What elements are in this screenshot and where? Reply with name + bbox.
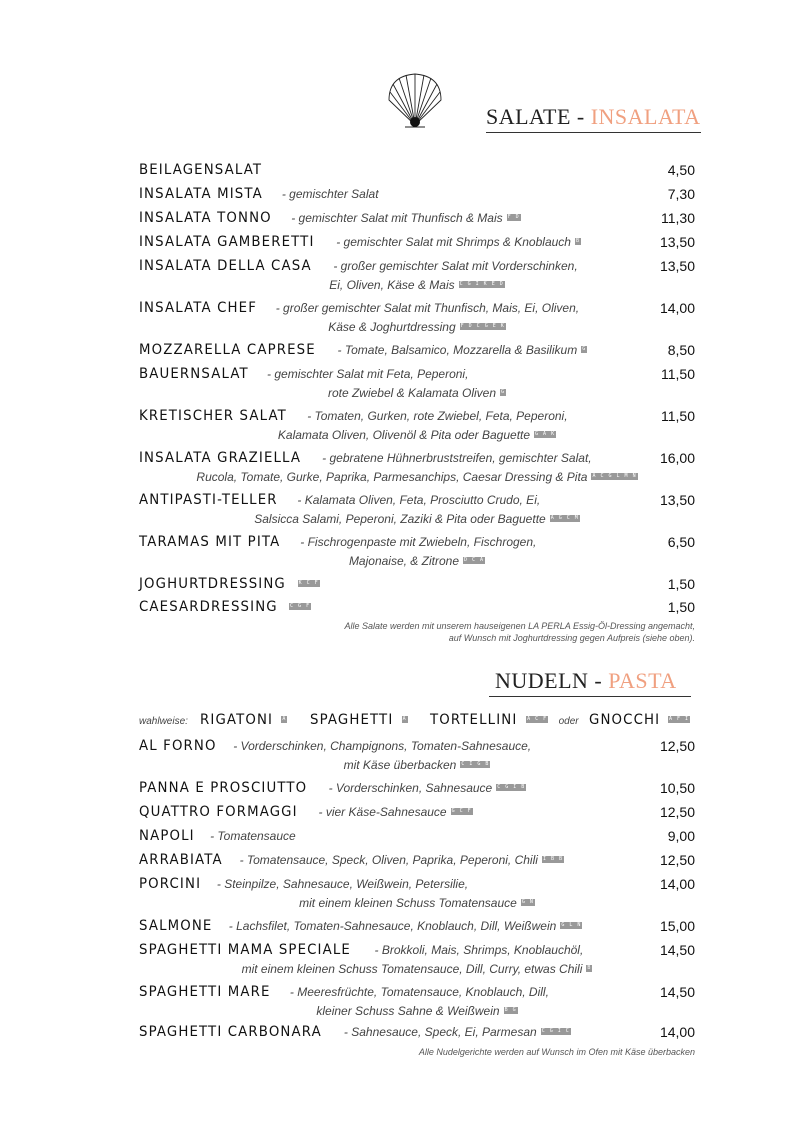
dish-description: - Tomate, Balsamico, Mozzarella & Basilikum xyxy=(337,343,578,357)
dish-price: 11,30 xyxy=(661,210,695,226)
section-title-main: SALATE - xyxy=(486,104,591,129)
dish-name: AL FORNO xyxy=(139,738,217,754)
dish-name: INSALATA CHEF xyxy=(139,300,258,316)
menu-item xyxy=(139,874,695,912)
dish-description: - gemischter Salat mit Feta, Peperoni, xyxy=(267,367,469,381)
pasta-choice: GNOCCHI xyxy=(589,712,661,728)
dish-price: 7,30 xyxy=(667,186,695,202)
dish-name: INSALATA MISTA xyxy=(139,186,263,202)
dish-description-cont: mit einem kleinen Schuss Tomatensauce, Dill, Curry, etwas Chili xyxy=(241,962,583,976)
section-title-accent: PASTA xyxy=(608,668,677,693)
section-title-accent: INSALATA xyxy=(590,104,701,129)
allergen-code: D C A xyxy=(464,557,485,564)
menu-item xyxy=(139,778,695,798)
dish-price: 14,50 xyxy=(659,942,695,958)
dish-description-cont: mit Käse überbacken xyxy=(343,758,457,772)
dish-description: - Brokkoli, Mais, Shrimps, Knoblauchöl, xyxy=(374,943,584,957)
dish-price: 1,50 xyxy=(667,599,695,615)
dish-price: 6,50 xyxy=(667,534,695,550)
dish-description-cont: Kalamata Oliven, Olivenöl & Pita oder Baguette xyxy=(277,428,531,442)
menu-item xyxy=(139,208,695,228)
dish-description: - Tomatensauce, Speck, Oliven, Paprika, Peperoni, Chili xyxy=(239,853,538,867)
dish-price: 8,50 xyxy=(667,342,695,358)
dish-price: 11,50 xyxy=(661,366,695,382)
dish-description-cont: Salsicca Salami, Peperoni, Zaziki & Pita oder Baguette xyxy=(254,512,546,526)
dish-description: - Fischrogenpaste mit Zwiebeln, Fischrogen, xyxy=(300,535,537,549)
dish-description: - Tomatensauce xyxy=(210,829,296,843)
dish-name: ANTIPASTI-TELLER xyxy=(139,492,278,508)
dish-price: 13,50 xyxy=(659,258,695,274)
dish-description-cont: mit einem kleinen Schuss Tomatensauce xyxy=(299,896,517,910)
nudeln-note xyxy=(419,1046,695,1058)
allergen-code: F D xyxy=(507,214,520,221)
dish-description: - Kalamata Oliven, Feta, Prosciutto Crudo, Ei, xyxy=(297,493,541,507)
menu-item xyxy=(139,184,695,204)
dish-description: - gemischter Salat mit Shrimps & Knoblauch xyxy=(336,235,571,249)
dish-description: - gebratene Hühnerbruststreifen, gemischter Salat, xyxy=(322,451,592,465)
title-underline xyxy=(486,132,701,133)
nudeln-note-line: Alle Nudelgerichte werden auf Wunsch im Ofen mit Käse überbacken xyxy=(418,1047,695,1057)
menu-item xyxy=(139,1022,695,1042)
menu-item xyxy=(139,298,695,336)
allergen-code: G xyxy=(582,346,587,353)
allergen-code: C G I K E D xyxy=(459,281,504,288)
dish-description: - Lachsfilet, Tomaten-Sahnesauce, Knoblauch, Dill, Weißwein xyxy=(228,919,557,933)
dish-name: QUATTRO FORMAGGI xyxy=(139,804,298,820)
allergen-code: G N xyxy=(521,899,534,906)
allergen-code: A C F xyxy=(527,716,548,723)
section-title-salate xyxy=(486,104,701,130)
dish-name: INSALATA TONNO xyxy=(139,210,272,226)
dish-name: SPAGHETTI MAMA SPECIALE xyxy=(139,942,351,958)
menu-item xyxy=(139,364,695,402)
dish-name: TARAMAS MIT PITA xyxy=(139,534,281,550)
dish-name: SPAGHETTI CARBONARA xyxy=(139,1024,322,1040)
menu-item xyxy=(139,256,695,294)
pasta-choice: TORTELLINI xyxy=(430,712,518,728)
dish-price: 14,00 xyxy=(659,1024,695,1040)
dish-description: - Vorderschinken, Champignons, Tomaten-Sahnesauce, xyxy=(233,739,532,753)
allergen-code: G A K xyxy=(535,431,556,438)
allergen-code: C I G B xyxy=(461,761,490,768)
title-underline xyxy=(489,696,691,697)
allergen-code: B G xyxy=(504,1007,517,1014)
allergen-code: G xyxy=(501,389,506,396)
pasta-choice-row xyxy=(139,710,695,730)
dish-price: 14,00 xyxy=(659,876,695,892)
section-title-nudeln xyxy=(495,668,677,694)
dish-price: 4,50 xyxy=(667,162,695,178)
dish-description: - vier Käse-Sahnesauce xyxy=(318,805,447,819)
salate-note-line: Alle Salate werden mit unserem hauseigenen LA PERLA Essig-Öl-Dressing angemacht, xyxy=(344,621,695,631)
dish-price: 9,00 xyxy=(667,828,695,844)
dish-price: 1,50 xyxy=(667,576,695,592)
menu-item xyxy=(139,802,695,822)
pasta-choice: RIGATONI xyxy=(200,712,274,728)
dish-price: 14,50 xyxy=(659,984,695,1000)
allergen-code: I B B xyxy=(542,856,563,863)
dish-name: KRETISCHER SALAT xyxy=(139,408,287,424)
dish-name: NAPOLI xyxy=(139,828,195,844)
allergen-code: A G C M xyxy=(550,515,579,522)
allergen-code: G L N xyxy=(561,922,582,929)
allergen-code: C G I C xyxy=(541,1028,570,1035)
allergen-code: A xyxy=(282,716,287,723)
choice-label: wahlweise: xyxy=(139,716,188,727)
dish-description-cont: kleiner Schuss Sahne & Weißwein xyxy=(316,1004,500,1018)
dish-description: - Steinpilze, Sahnesauce, Weißwein, Petersilie, xyxy=(216,877,469,891)
allergen-code: B xyxy=(587,965,592,972)
dish-description: - großer gemischter Salat mit Vorderschinken, xyxy=(333,259,578,273)
dish-name: BAUERNSALAT xyxy=(139,366,249,382)
dish-description-cont: Rucola, Tomate, Gurke, Paprika, Parmesanchips, Caesar Dressing & Pita xyxy=(196,470,588,484)
salate-note xyxy=(344,620,695,644)
menu-item xyxy=(139,232,695,252)
dish-name: INSALATA DELLA CASA xyxy=(139,258,312,274)
dish-name: MOZZARELLA CAPRESE xyxy=(139,342,316,358)
dish-description: - großer gemischter Salat mit Thunfisch, Mais, Ei, Oliven, xyxy=(275,301,580,315)
dish-price: 12,50 xyxy=(659,738,695,754)
allergen-code: C G I B xyxy=(497,784,526,791)
dish-name: ARRABIATA xyxy=(139,852,223,868)
dish-name: PANNA E PROSCIUTTO xyxy=(139,780,308,796)
allergen-code: F D C G E K xyxy=(460,323,505,330)
dish-description: - Tomaten, Gurken, rote Zwiebel, Feta, Peperoni, xyxy=(307,409,568,423)
allergen-code: A C G L M N xyxy=(592,473,637,480)
dish-name: INSALATA GRAZIELLA xyxy=(139,450,302,466)
dish-description: - Vorderschinken, Sahnesauce xyxy=(328,781,493,795)
menu-item xyxy=(139,850,695,870)
dish-description: - gemischter Salat mit Thunfisch & Mais xyxy=(291,211,503,225)
dish-description: - Meeresfrüchte, Tomatensauce, Knoblauch, Dill, xyxy=(289,985,549,999)
menu-item xyxy=(139,406,695,444)
dish-name: PORCINI xyxy=(139,876,202,892)
dish-price: 13,50 xyxy=(659,234,695,250)
menu-item xyxy=(139,532,695,570)
dish-name: SALMONE xyxy=(139,918,213,934)
dish-description: - gemischter Salat xyxy=(281,187,379,201)
dish-price: 12,50 xyxy=(659,852,695,868)
dish-name: BEILAGENSALAT xyxy=(139,162,263,178)
menu-item xyxy=(139,736,695,774)
dish-name: CAESARDRESSING xyxy=(139,599,278,615)
dish-price: 16,00 xyxy=(659,450,695,466)
dish-name: INSALATA GAMBERETTI xyxy=(139,234,315,250)
allergen-code: A xyxy=(402,716,407,723)
allergen-code: C G F xyxy=(290,603,311,610)
dish-price: 11,50 xyxy=(661,408,695,424)
allergen-code: G C F xyxy=(451,808,472,815)
allergen-code: B xyxy=(575,238,580,245)
dish-description-cont: rote Zwiebel & Kalamata Oliven xyxy=(327,386,497,400)
dish-description-cont: Käse & Joghurtdressing xyxy=(328,320,456,334)
allergen-code: A F I xyxy=(669,716,690,723)
menu-item xyxy=(139,916,695,936)
dish-price: 12,50 xyxy=(659,804,695,820)
allergen-code: K C F xyxy=(298,580,319,587)
menu-item xyxy=(139,982,695,1020)
menu-item xyxy=(139,160,695,180)
menu-item xyxy=(139,490,695,528)
menu-item xyxy=(139,940,695,978)
pasta-choice: SPAGHETTI xyxy=(309,712,394,728)
dish-description-cont: Ei, Oliven, Käse & Mais xyxy=(329,278,455,292)
dish-name: JOGHURTDRESSING xyxy=(139,576,286,592)
section-title-main: NUDELN - xyxy=(495,668,609,693)
dish-price: 14,00 xyxy=(659,300,695,316)
salate-note-line: auf Wunsch mit Joghurtdressing gegen Aufpreis (siehe oben). xyxy=(448,633,695,643)
menu-item xyxy=(139,340,695,360)
dish-price: 10,50 xyxy=(659,780,695,796)
dish-price: 13,50 xyxy=(659,492,695,508)
menu-item xyxy=(139,597,695,617)
shell-logo-icon xyxy=(385,70,445,130)
choice-or: oder xyxy=(558,716,579,727)
menu-item xyxy=(139,826,695,846)
dish-price: 15,00 xyxy=(659,918,695,934)
dish-name: SPAGHETTI MARE xyxy=(139,984,271,1000)
dish-description: - Sahnesauce, Speck, Ei, Parmesan xyxy=(343,1025,537,1039)
menu-item xyxy=(139,448,695,486)
menu-item xyxy=(139,574,695,594)
dish-description-cont: Majonaise, & Zitrone xyxy=(348,554,459,568)
